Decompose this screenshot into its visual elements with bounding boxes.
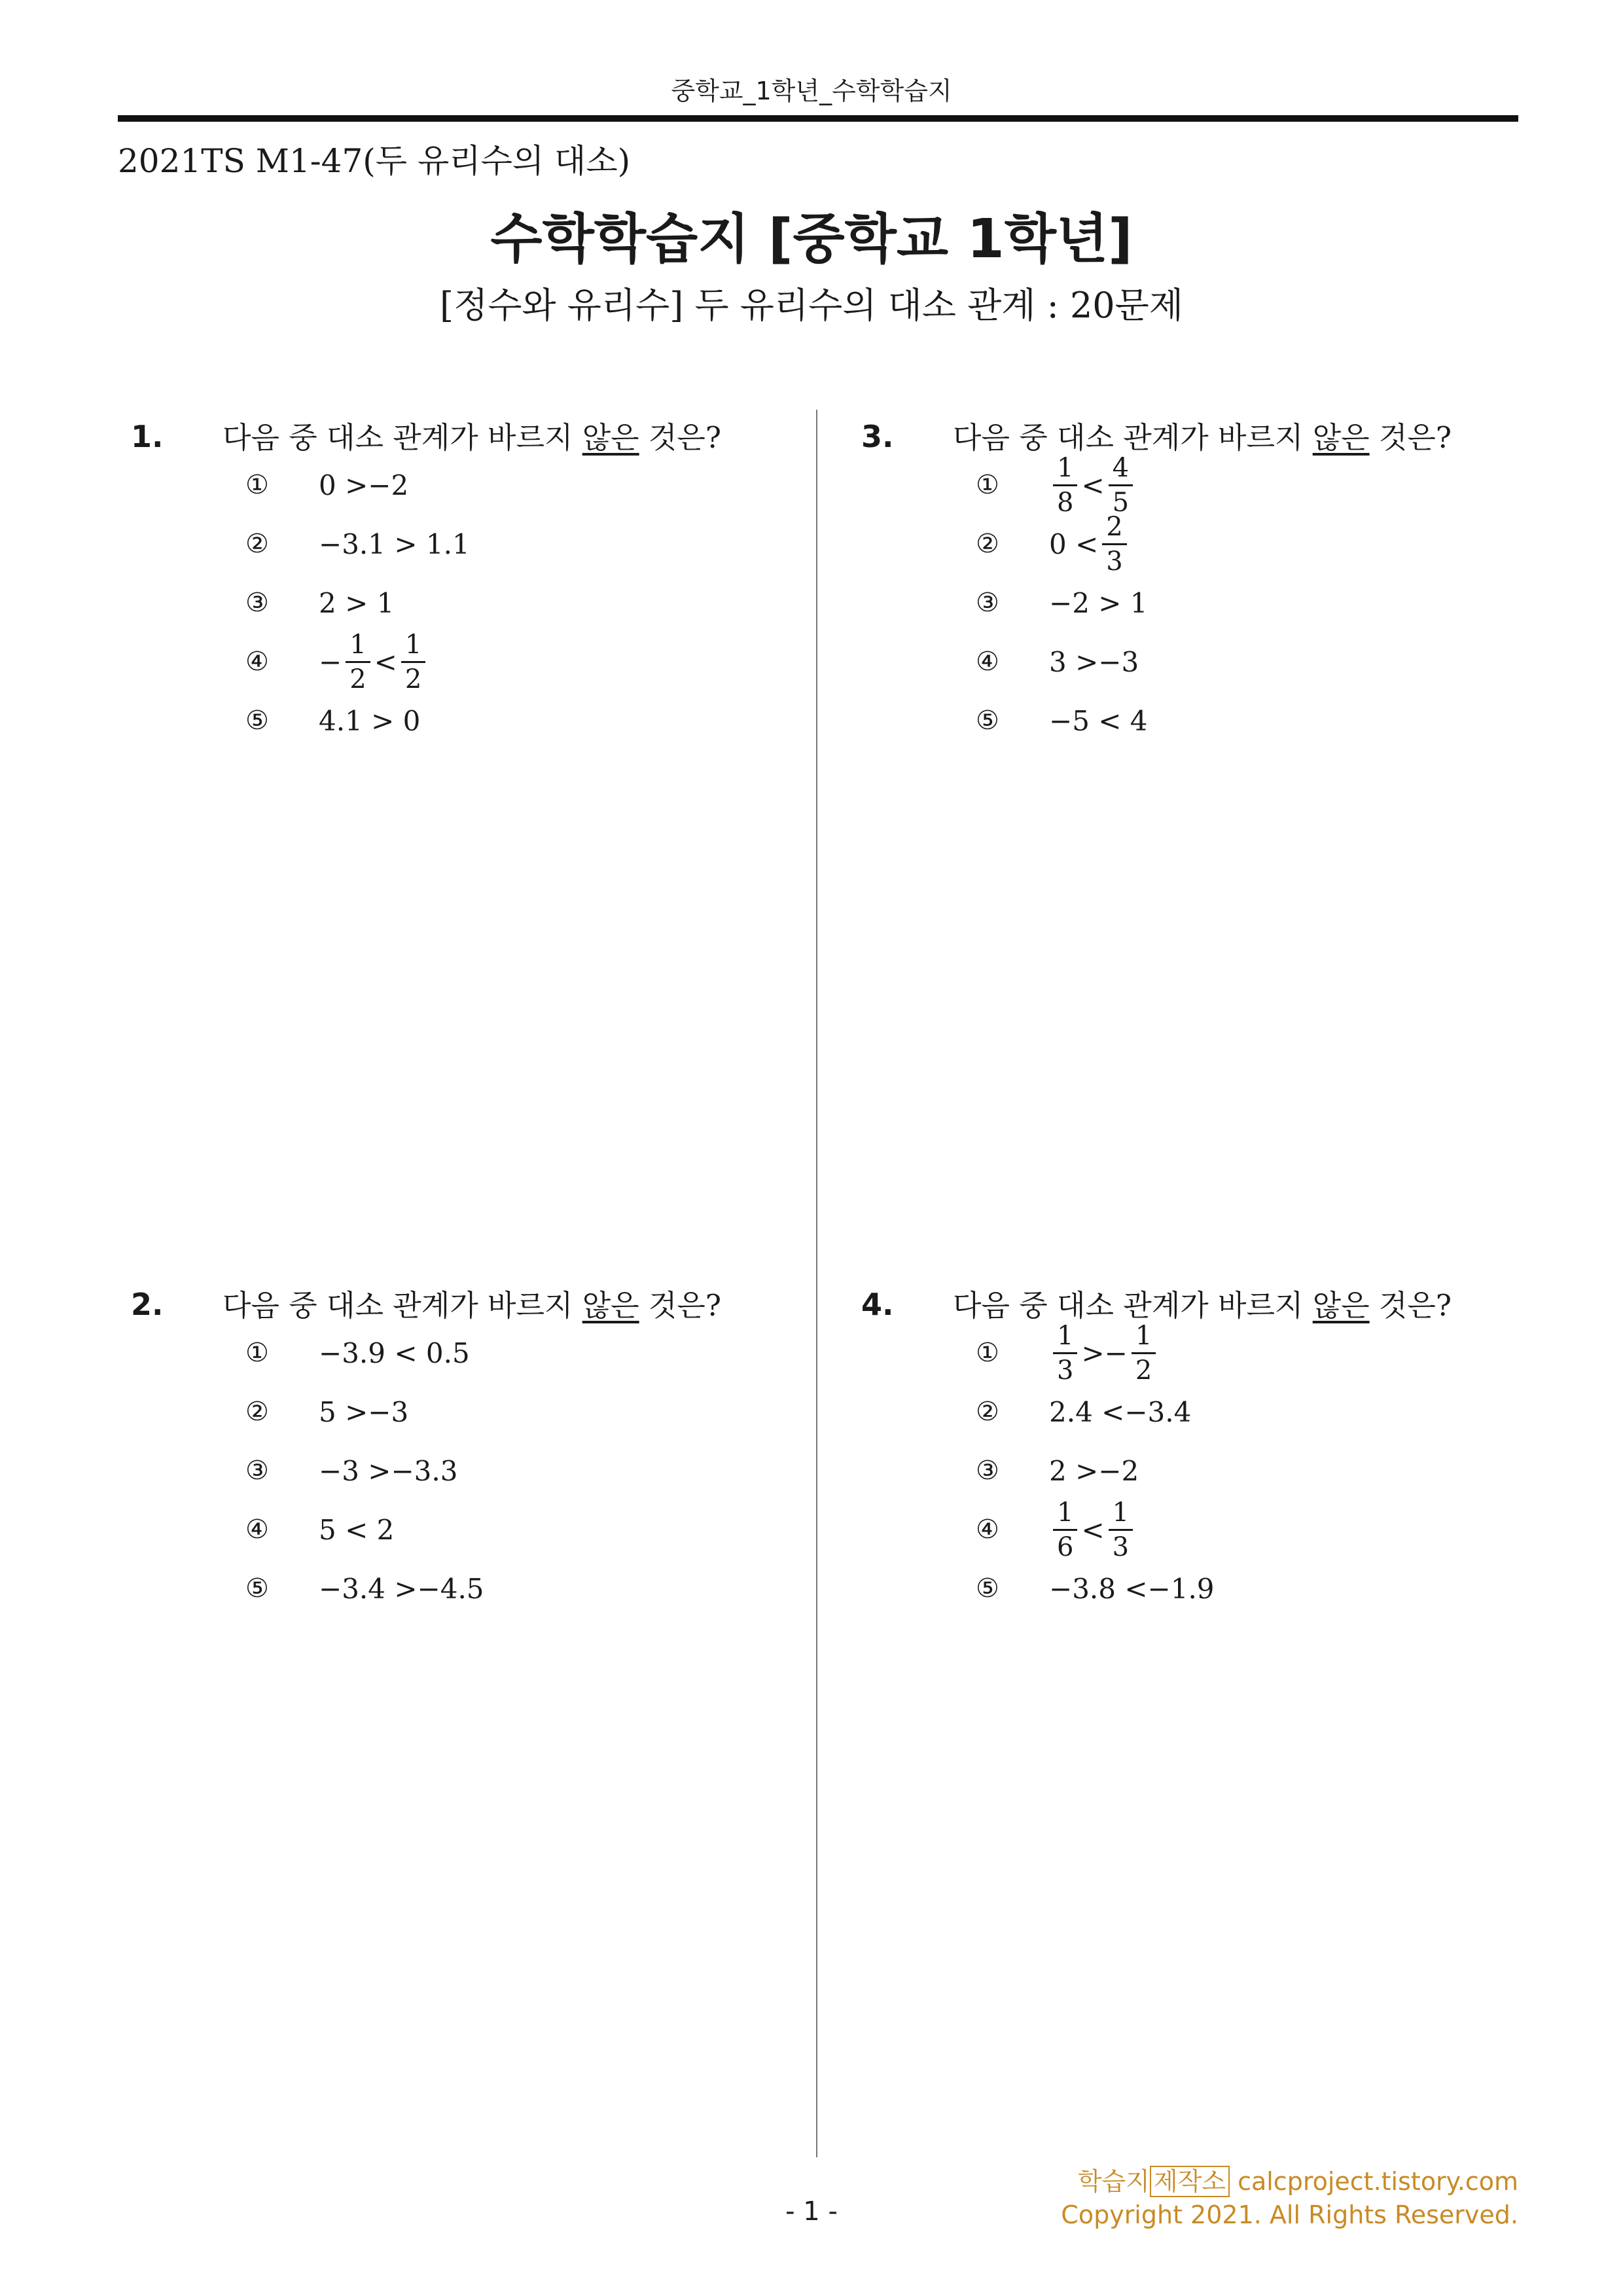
question-text-after: 것은? [1369, 1288, 1452, 1323]
fraction-numerator: 1 [1053, 1499, 1077, 1531]
choice-marker: ⑤ [976, 706, 999, 736]
question-number: 2. [131, 1287, 164, 1322]
question-text-before: 다음 중 대소 관계가 바르지 [223, 1288, 582, 1323]
choice-list [245, 456, 470, 750]
fraction-numerator: 1 [1053, 1322, 1077, 1354]
fraction [1053, 1499, 1077, 1561]
choice-marker: ⑤ [245, 1573, 269, 1604]
choice-item[interactable] [976, 1382, 1215, 1441]
math-text: −2 > 1 [1049, 586, 1148, 619]
choice-list [976, 452, 1148, 750]
page-subtitle: [정수와 유리수] 두 유리수의 대소 관계 : 20문제 [440, 285, 1183, 326]
running-header: 중학교_1학년_수학학습지 [671, 77, 952, 105]
question-text-before: 다음 중 대소 관계가 바르지 [953, 1288, 1313, 1323]
choice-item[interactable] [976, 511, 1148, 577]
choice-marker: ④ [245, 1515, 269, 1545]
choice-marker: ① [976, 1338, 999, 1368]
choice-list [976, 1320, 1215, 1618]
fraction-numerator: 1 [1132, 1322, 1156, 1354]
worksheet-code: 2021TS M1-47(두 유리수의 대소) [118, 142, 631, 180]
math-text: 5 < 2 [319, 1513, 395, 1546]
choice-expression [319, 631, 429, 693]
math-text: 2 > 1 [319, 586, 395, 619]
choice-marker: ① [245, 470, 269, 500]
footer-brand-plain: 학습지 [1077, 2167, 1150, 2196]
choice-marker: ④ [976, 1515, 999, 1545]
choice-expression [319, 469, 408, 501]
choice-item[interactable] [976, 1441, 1215, 1500]
choice-expression [1049, 1455, 1139, 1487]
choice-item[interactable] [245, 1323, 484, 1382]
page-title: 수학학습지 [중학교 1학년] [490, 208, 1133, 270]
choice-marker: ⑤ [245, 706, 269, 736]
column-divider [816, 410, 817, 2157]
choice-expression [1049, 587, 1148, 619]
choice-expression [319, 1337, 470, 1369]
question-text-before: 다음 중 대소 관계가 바르지 [223, 420, 582, 455]
question-number: 1. [131, 419, 164, 454]
choice-marker: ④ [245, 647, 269, 677]
choice-expression [319, 1514, 394, 1546]
math-text: 4.1 > 0 [319, 704, 421, 737]
choice-item[interactable] [976, 573, 1148, 632]
choice-expression [319, 1573, 484, 1605]
header-rule [118, 115, 1518, 122]
question-number: 4. [861, 1287, 894, 1322]
fraction-denominator: 2 [1135, 1355, 1152, 1386]
question-text [223, 414, 721, 456]
question-text-emphasis: 않은 [582, 420, 639, 455]
choice-expression [319, 1455, 457, 1487]
math-text: −3.1 > 1.1 [319, 528, 470, 560]
math-text: 5 >−3 [319, 1395, 409, 1428]
fraction-numerator: 1 [346, 631, 370, 663]
choice-marker: ③ [245, 588, 269, 618]
choice-expression [1049, 1322, 1160, 1384]
fraction-numerator: 1 [401, 631, 425, 663]
fraction-numerator: 4 [1109, 454, 1133, 486]
fraction-denominator: 3 [1057, 1355, 1074, 1386]
footer-brand [1078, 2161, 1518, 2197]
choice-marker: ① [245, 1338, 269, 1368]
choice-item[interactable] [976, 1559, 1215, 1618]
fraction-denominator: 3 [1112, 1532, 1130, 1562]
choice-marker: ④ [976, 647, 999, 677]
fraction-denominator: 8 [1057, 487, 1074, 518]
math-text: 3 >−3 [1049, 645, 1139, 678]
fraction [1109, 454, 1133, 516]
choice-expression [1049, 646, 1139, 678]
choice-item[interactable] [245, 456, 470, 514]
fraction-denominator: 2 [404, 664, 422, 694]
choice-marker: ⑤ [976, 1573, 999, 1604]
math-text: −3.4 >−4.5 [319, 1572, 484, 1605]
choice-expression [1049, 1573, 1215, 1605]
choice-marker: ② [976, 1397, 999, 1427]
question-text-after: 것은? [1369, 420, 1452, 455]
math-text: 0 >−2 [319, 469, 409, 501]
fraction-denominator: 6 [1057, 1532, 1074, 1562]
math-text: −5 < 4 [1049, 704, 1148, 737]
math-text: 0 < [1049, 528, 1099, 560]
choice-item[interactable] [245, 629, 470, 694]
math-text: −3 >−3.3 [319, 1454, 458, 1487]
page-number: - 1 - [785, 2197, 838, 2227]
choice-expression [1049, 513, 1131, 575]
math-text: 2.4 <−3.4 [1049, 1395, 1192, 1428]
choice-item[interactable] [245, 573, 470, 632]
choice-marker: ③ [245, 1456, 269, 1486]
math-text: − [319, 645, 342, 678]
choice-expression [319, 705, 420, 737]
choice-item[interactable] [976, 632, 1148, 691]
choice-marker: ② [976, 529, 999, 559]
choice-item[interactable] [245, 1500, 484, 1559]
choice-expression [319, 528, 470, 560]
footer-brand-boxed: 제작소 [1150, 2166, 1230, 2197]
fraction [1053, 454, 1077, 516]
fraction [401, 631, 425, 693]
math-text: < [374, 645, 397, 678]
choice-expression [1049, 1396, 1191, 1428]
question-text [953, 1282, 1452, 1324]
question-text-before: 다음 중 대소 관계가 바르지 [953, 420, 1313, 455]
question-text-emphasis: 않은 [582, 1288, 639, 1323]
math-text: −3.9 < 0.5 [319, 1336, 470, 1369]
fraction-denominator: 5 [1112, 487, 1130, 518]
fraction-numerator: 2 [1102, 513, 1126, 545]
math-text: 2 >−2 [1049, 1454, 1139, 1487]
fraction [1109, 1499, 1133, 1561]
choice-list [245, 1323, 484, 1618]
choice-item[interactable] [976, 1320, 1215, 1386]
footer-site: calcproject.tistory.com [1229, 2167, 1518, 2196]
choice-marker: ③ [976, 588, 999, 618]
choice-item[interactable] [245, 1382, 484, 1441]
math-text: −3.8 <−1.9 [1049, 1572, 1215, 1605]
choice-expression [319, 587, 394, 619]
choice-item[interactable] [245, 691, 470, 750]
math-text: < [1081, 1513, 1105, 1546]
fraction [1102, 513, 1126, 575]
choice-expression [1049, 454, 1137, 516]
choice-item[interactable] [976, 1497, 1215, 1562]
choice-expression [319, 1396, 408, 1428]
math-text: >− [1081, 1336, 1128, 1369]
question-number: 3. [861, 419, 894, 454]
choice-item[interactable] [976, 691, 1148, 750]
fraction-numerator: 1 [1053, 454, 1077, 486]
choice-expression [1049, 1499, 1137, 1561]
choice-expression [1049, 705, 1148, 737]
footer-copyright: Copyright 2021. All Rights Reserved. [1061, 2200, 1518, 2229]
question-text [223, 1282, 721, 1324]
question-text-emphasis: 않은 [1312, 420, 1370, 455]
question-text [953, 414, 1452, 456]
choice-marker: ② [245, 529, 269, 559]
choice-item[interactable] [245, 1441, 484, 1500]
fraction [1053, 1322, 1077, 1384]
question-text-after: 것은? [639, 1288, 722, 1323]
math-text: < [1081, 469, 1105, 501]
fraction-denominator: 2 [349, 664, 366, 694]
choice-item[interactable] [245, 514, 470, 573]
fraction [1132, 1322, 1156, 1384]
choice-marker: ③ [976, 1456, 999, 1486]
fraction [346, 631, 370, 693]
fraction-denominator: 3 [1106, 546, 1123, 577]
fraction-numerator: 1 [1109, 1499, 1133, 1531]
choice-item[interactable] [976, 452, 1148, 518]
question-text-emphasis: 않은 [1312, 1288, 1370, 1323]
choice-item[interactable] [245, 1559, 484, 1618]
choice-marker: ② [245, 1397, 269, 1427]
choice-marker: ① [976, 470, 999, 500]
question-text-after: 것은? [639, 420, 722, 455]
